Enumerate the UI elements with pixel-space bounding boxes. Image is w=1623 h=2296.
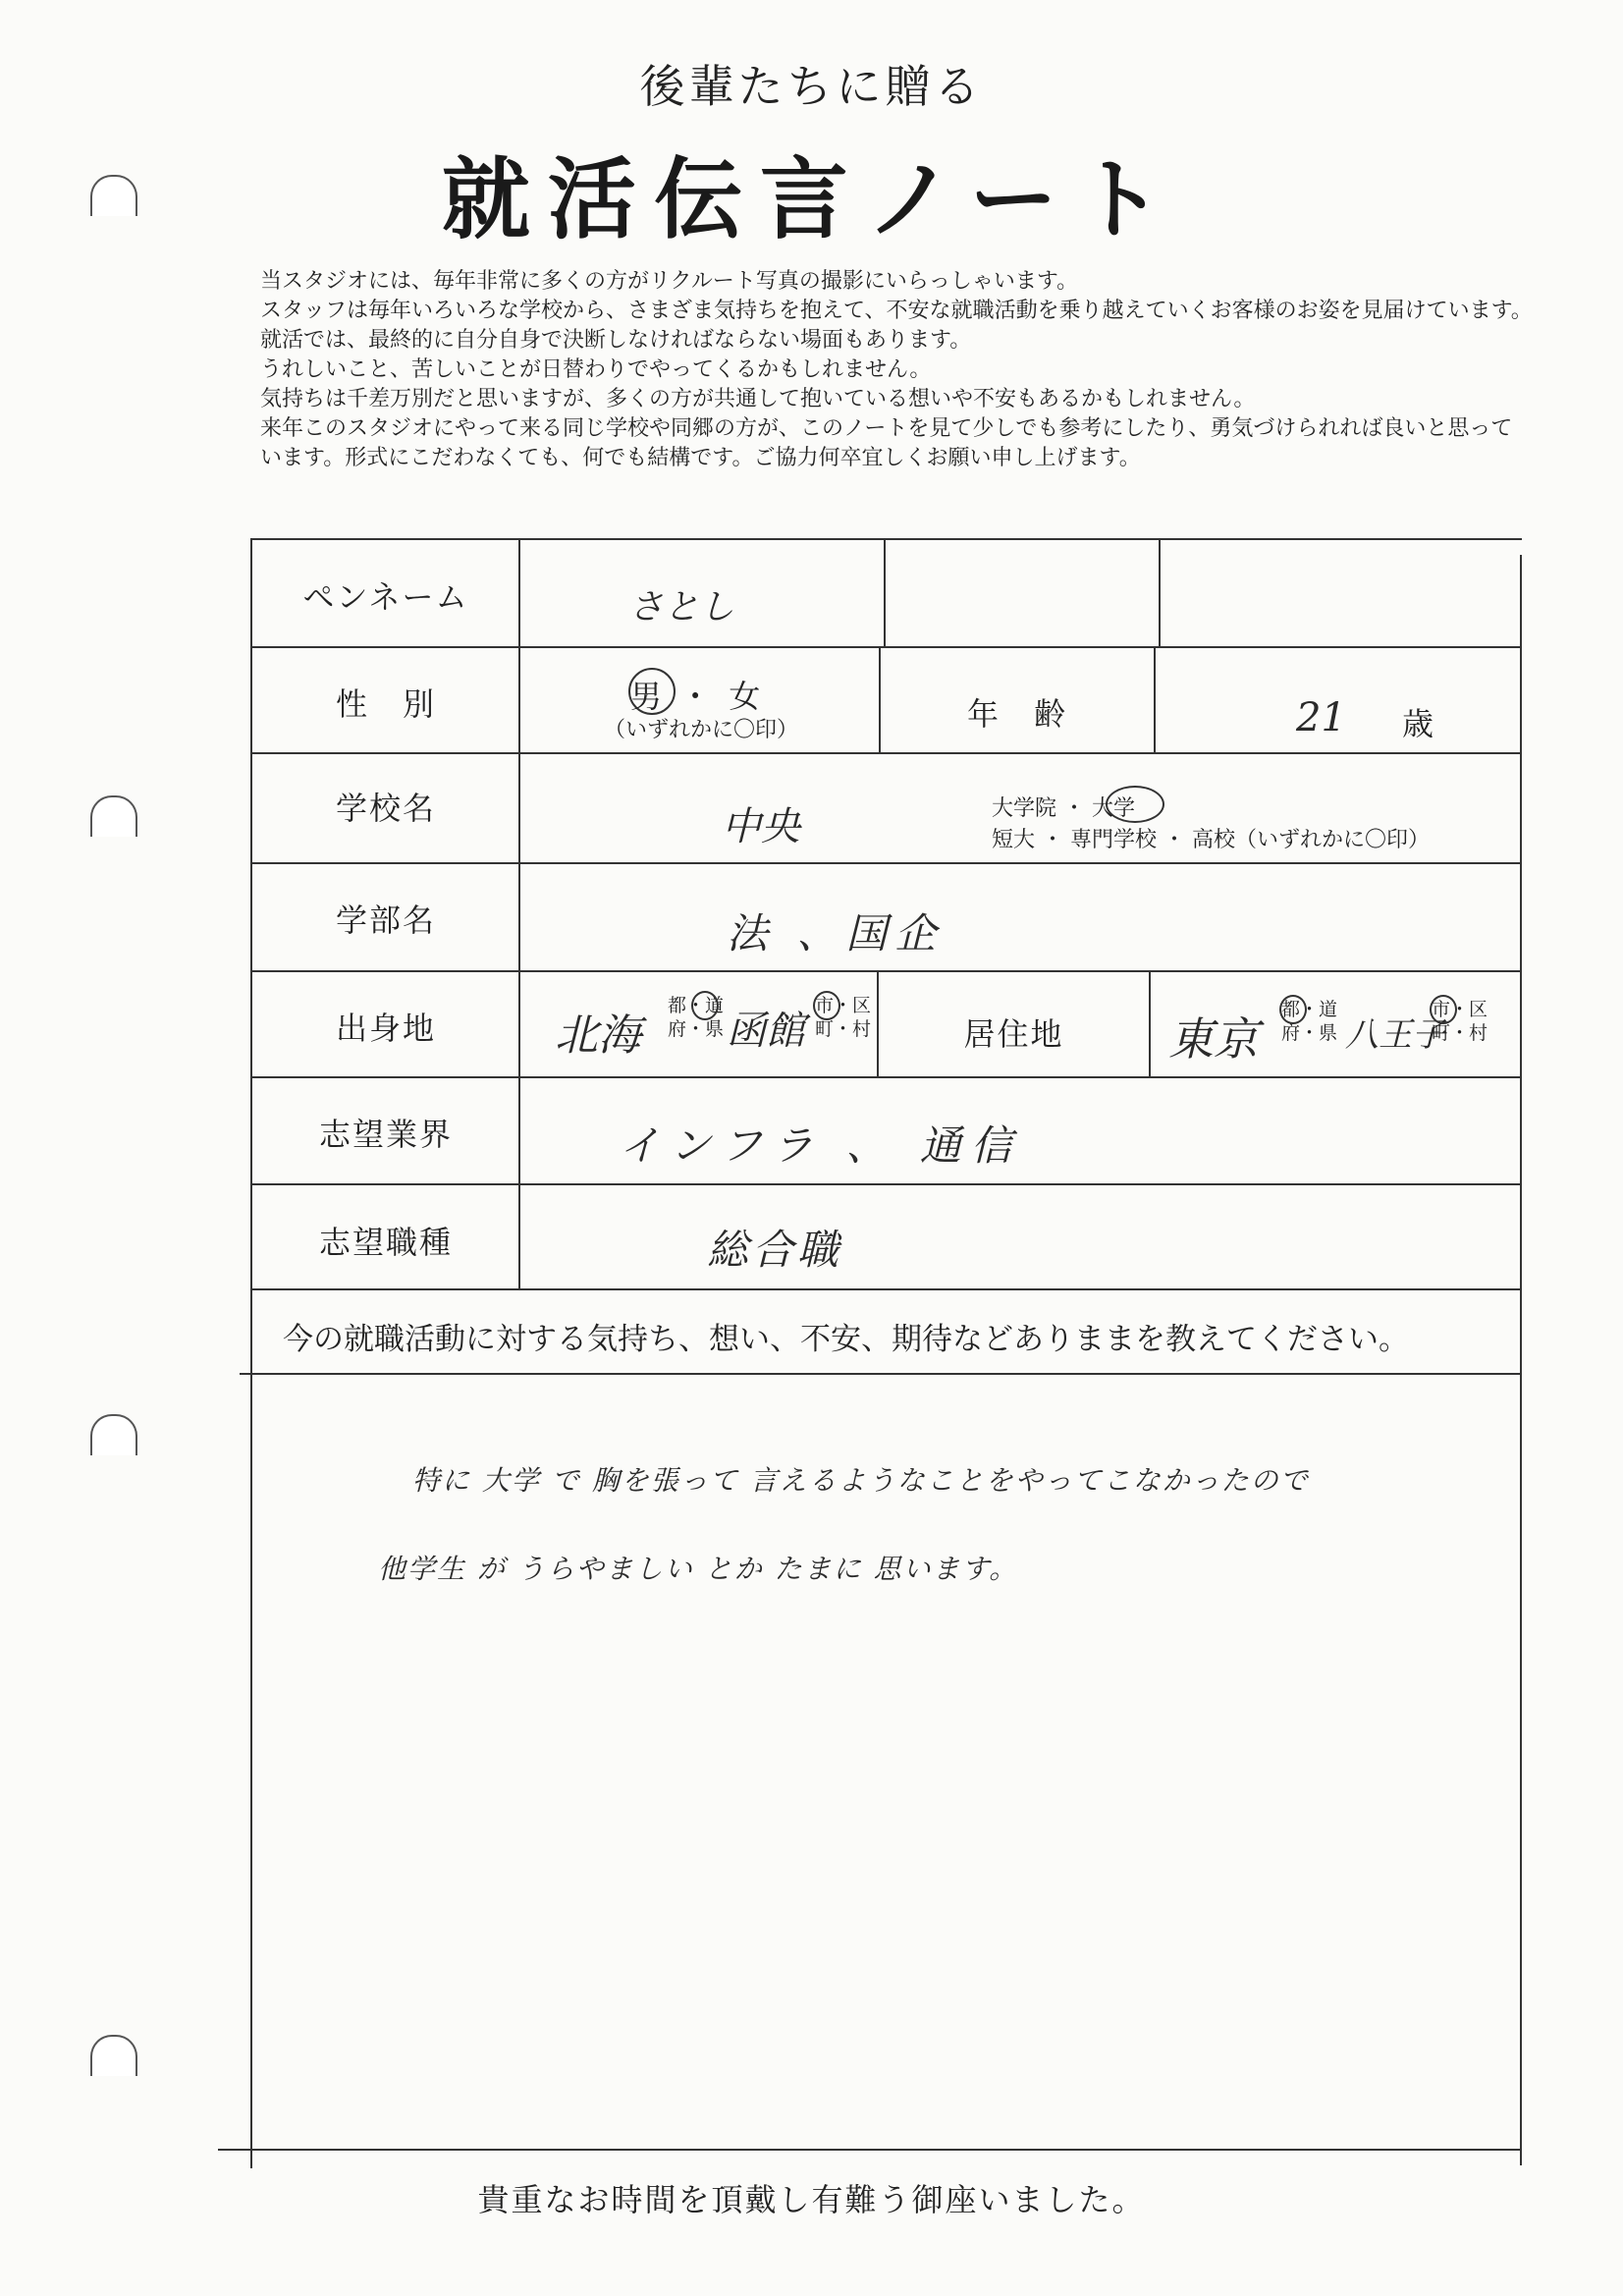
hometown-pref-value: 北海 [555,1011,641,1061]
pref-suffix-line: 都・道 [1281,999,1338,1020]
pref-suffix-line: 府・県 [1281,1022,1338,1044]
faculty-label: 学部名 [335,902,436,939]
intro-line: います。形式にこだわなくても、何でも結構です。ご協力何卒宜しくお願い申し上げます。 [260,446,1141,470]
school-type-line2: 短大 ・ 専門学校 ・ 高校（いずれかに〇印） [992,828,1430,852]
column-divider [1154,646,1156,752]
column-divider [1149,970,1151,1076]
row-divider [250,970,1520,972]
row-divider [250,1183,1520,1185]
residence-city-value: 八王子 [1345,1015,1445,1055]
age-value: 21 [1296,695,1346,740]
label-column-divider [518,538,520,1290]
age-unit: 歳 [1402,705,1434,742]
column-divider [884,538,886,646]
city-suffix-line: 町・村 [1432,1022,1488,1044]
footer-thanks: 貴重なお時間を頂戴し有難う御座いました。 [477,2181,1146,2218]
school-label: 学校名 [335,790,436,827]
school-value: 中央 [722,804,800,849]
city-suffix-line: 市・区 [815,995,872,1016]
selection-circle [1430,995,1457,1024]
job-label: 志望職種 [318,1224,453,1261]
residence-pref-value: 東京 [1168,1012,1259,1066]
selection-circle [691,991,719,1020]
answer-line: 他学生 が うらやましい とか たまに 思います。 [378,1553,1019,1585]
row-divider [250,1076,1520,1078]
intro-line: うれしいこと、苦しいことが日替わりでやってくるかもしれません。 [260,357,932,382]
intro-line: 来年このスタジオにやって来る同じ学校や同郷の方が、このノートを見て少しでも参考にしたり、勇気づけられれば良いと思って [260,416,1513,441]
pref-suffix-line: 府・県 [668,1018,725,1040]
selection-circle [1279,995,1307,1024]
hometown-label: 出身地 [335,1010,436,1047]
row-divider [250,646,1520,648]
row-divider [250,1288,1520,1290]
industry-label: 志望業界 [318,1116,453,1153]
gender-label: 性 別 [335,685,436,723]
pref-suffix-line: 都・道 [668,995,725,1016]
hometown-city-value: 函館 [727,1009,805,1054]
school-type-line1: 大学院 ・ 大学 [992,796,1135,821]
form-border-top [250,538,1522,540]
row-divider [240,1373,1520,1375]
row-divider [250,752,1520,754]
job-value: 総合職 [707,1226,843,1274]
city-suffix-line: 町・村 [815,1018,872,1040]
form-border-left [250,538,252,2168]
city-suffix-line: 市・区 [1432,999,1488,1020]
row-divider [250,862,1520,864]
intro-line: 就活では、最終的に自分自身で決断しなければならない場面もあります。 [260,328,972,353]
intro-line: 当スタジオには、毎年非常に多くの方がリクルート写真の撮影にいらっしゃいます。 [260,269,1079,294]
faculty-value: 法 、国企 [727,909,945,957]
gender-options: 男 ・ 女 [630,678,765,715]
page-subtitle: 後輩たちに贈る [639,60,984,113]
pen-name-value: さとし [628,587,735,628]
column-divider [1159,538,1161,646]
industry-value: インフラ 、 通信 [619,1121,1022,1170]
residence-label: 居住地 [963,1015,1064,1053]
pen-name-label: ペンネーム [302,578,469,616]
age-label: 年 齢 [966,695,1067,733]
form-border-bottom [218,2149,1522,2151]
page-title: 就活伝言ノート [441,148,1182,251]
intro-line: スタッフは毎年いろいろな学校から、さまざま気持ちを抱えて、不安な就職活動を乗り越えていくお客様のお姿を見届けています。 [260,299,1533,323]
selection-circle [813,991,840,1020]
answer-line: 特に 大学 で 胸を張って 言えるようなことをやってこなかったので [412,1464,1310,1497]
form-border-right [1520,555,1522,2165]
intro-line: 気持ちは千差万別だと思いますが、多くの方が共通して抱いている想いや不安もあるかもしれません。 [260,387,1256,411]
gender-note: （いずれかに〇印） [604,718,799,742]
question-prompt: 今の就職活動に対する気持ち、想い、不安、期待などありままを教えてください。 [283,1322,1409,1357]
